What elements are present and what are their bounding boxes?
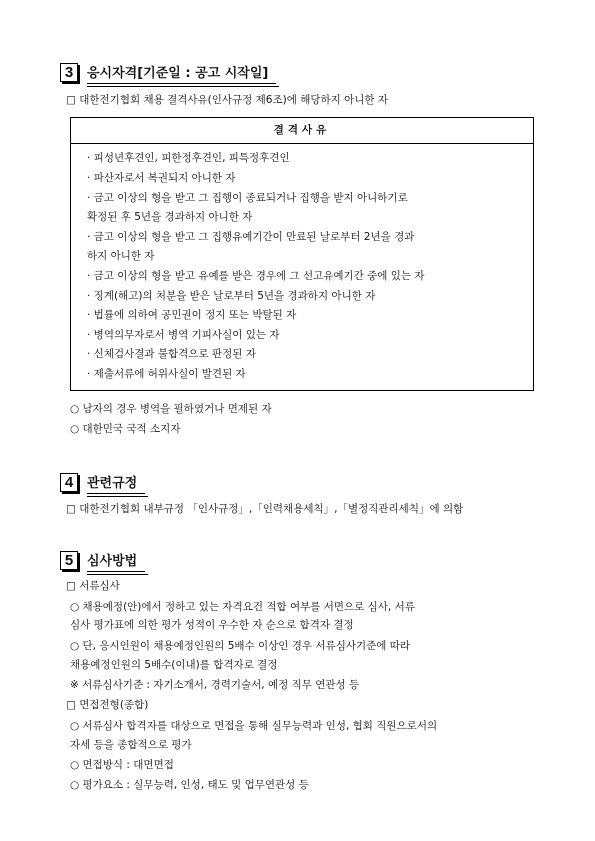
box-line: · 피성년후견인, 피한정후견인, 피특정후견인 [87, 152, 290, 164]
box-line: 하지 아니한 자 [87, 250, 155, 262]
box-line: · 제출서류에 허위사실이 발견된 자 [87, 368, 246, 380]
section-5-title: 심사방법 [87, 550, 145, 572]
box-line: · 금고 이상의 형을 받고 그 집행이 종료되거나 집행을 받지 아니하기로 [87, 192, 408, 204]
box-line: · 금고 이상의 형을 받고 유예를 받은 경우에 그 선고유예기간 중에 있는 자 [87, 270, 425, 282]
box-line: · 파산자로서 복권되지 아니한 자 [87, 172, 236, 184]
box-header: 결격사유 [71, 118, 533, 144]
sec5-line: 자세 등을 종합적으로 평가 [70, 739, 192, 751]
sec3-intro: □ 대한전기협회 채용 결격사유(인사규정 제6조)에 해당하지 아니한 자 [66, 94, 389, 106]
section-number-5: 5 [60, 551, 78, 570]
box-line: 확정된 후 5년을 경과하지 아니한 자 [87, 211, 253, 223]
sec5-line: 채용예정인원의 5배수(이내)를 합격자로 결정 [70, 659, 278, 671]
sec3-after-line: ○ 남자의 경우 병역을 필하였거나 면제된 자 [70, 403, 272, 415]
box-line: · 징계(해고)의 처분을 받은 날로부터 5년을 경과하지 아니한 자 [87, 290, 376, 302]
sec5-line: ○ 서류심사 합격자를 대상으로 면접을 통해 실무능력과 인성, 협회 직원으로서의 [70, 720, 438, 732]
box-line: · 신체검사결과 불합격으로 판정된 자 [87, 348, 256, 360]
sec5-line: ○ 평가요소 : 실무능력, 인성, 태도 및 업무연관성 등 [70, 779, 309, 791]
sec5-line: ○ 단, 응시인원이 채용예정인원의 5배수 이상인 경우 서류심사기준에 따라 [70, 640, 411, 652]
section-3-heading [60, 60, 276, 82]
section-5-heading [60, 548, 145, 570]
sec5-line: 심사 평가표에 의한 평가 성적이 우수한 자 순으로 합격자 결정 [70, 619, 354, 631]
sec5-line: □ 면접전형(종합) [66, 699, 149, 711]
sec5-line: ○ 면접방식 : 대면면접 [70, 759, 174, 771]
section-number-4: 4 [60, 473, 78, 492]
disqualification-box [70, 117, 534, 391]
section-number-3: 3 [60, 63, 78, 82]
sec5-line: ※ 서류심사기준 : 자기소개서, 경력기술서, 예정 직무 연관성 등 [70, 679, 360, 691]
box-line: · 금고 이상의 형을 받고 그 집행유예기간이 만료된 날로부터 2년을 경과 [87, 231, 415, 243]
sec5-line: ○ 채용예정(안)에서 정하고 있는 자격요건 적합 여부를 서면으로 심사, 서류 [70, 601, 415, 613]
section-3-title: 응시자격[기준일 : 공고 시작일] [87, 62, 276, 84]
sec5-line: □ 서류심사 [66, 580, 120, 592]
sec3-after-line: ○ 대한민국 국적 소지자 [70, 423, 181, 435]
sec4-line: □ 대한전기협회 내부규정 「인사규정」,「인력채용세칙」,「별정직관리세칙」에 의함 [66, 503, 464, 515]
section-4-heading [60, 470, 145, 492]
box-line: · 병역의무자로서 병역 기피사실이 있는 자 [87, 329, 280, 341]
box-line: · 법률에 의하여 공민권이 정지 또는 박탈된 자 [87, 309, 297, 321]
section-4-title: 관련규정 [87, 472, 145, 494]
